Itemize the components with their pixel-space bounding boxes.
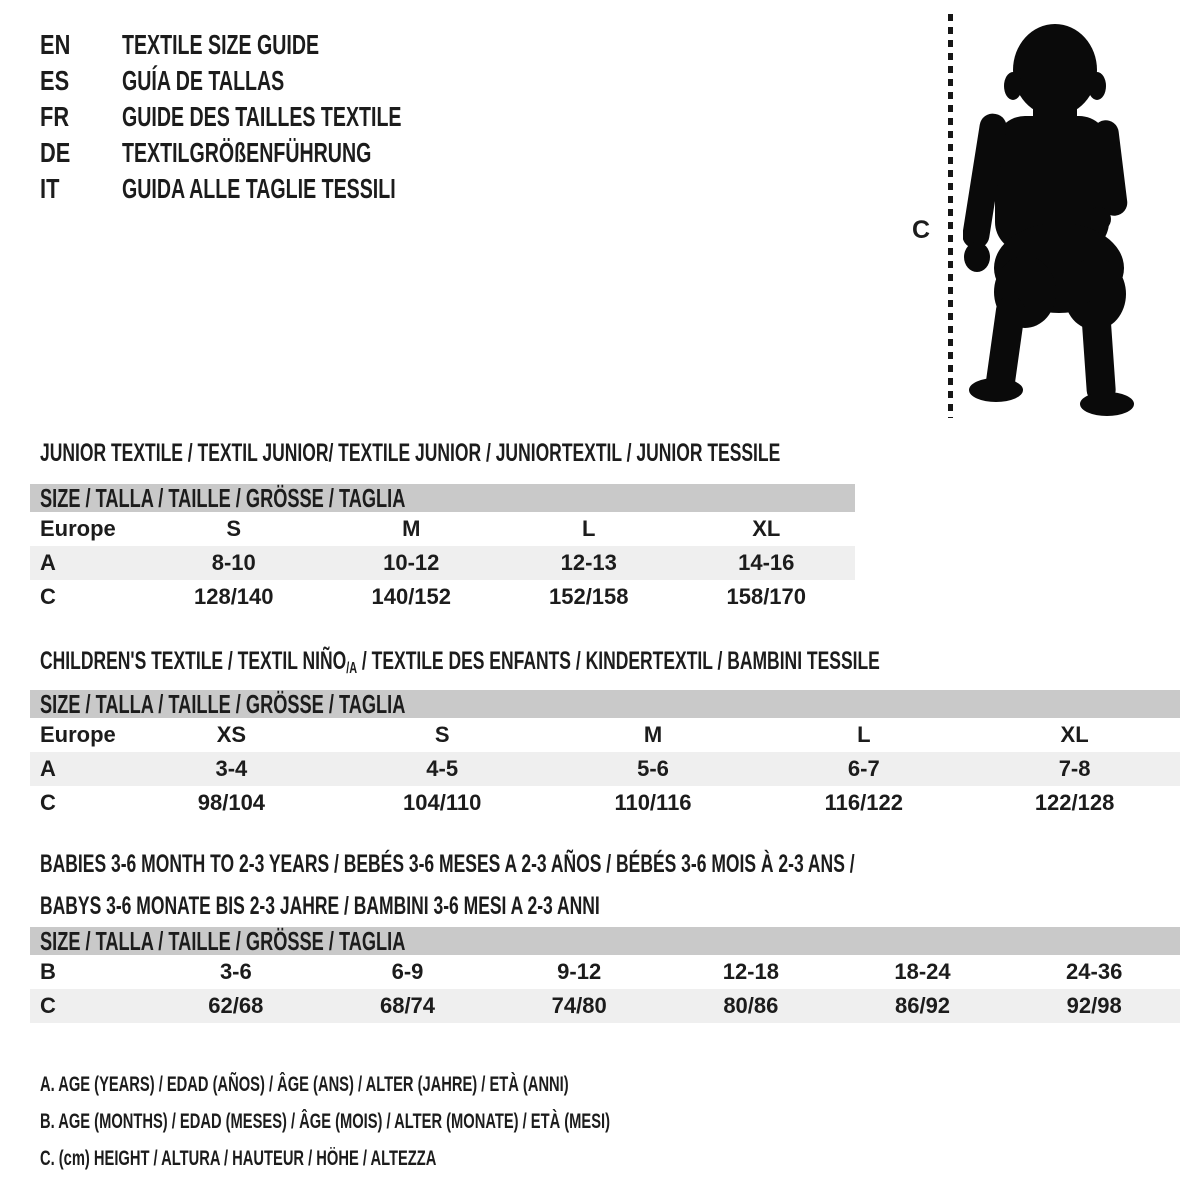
table-row <box>30 718 1180 752</box>
babies-size-table <box>30 927 1180 1023</box>
table-cell: 98/104 <box>197 790 266 815</box>
table-cell: 68/74 <box>379 993 436 1018</box>
table-cell: 4-5 <box>426 756 459 781</box>
table-cell: 6-9 <box>391 959 424 984</box>
table-cell: 9-12 <box>557 959 602 984</box>
children-size-table <box>30 690 1180 820</box>
row-label: A <box>40 756 56 781</box>
children-section-title: CHILDREN'S TEXTILE / TEXTIL NIÑO/A / TEXTILE DES ENFANTS / KINDERTEXTIL / BAMBINI TESSILE <box>40 647 880 678</box>
table-cell: 24-36 <box>1066 959 1123 984</box>
legend-age-years: A. AGE (YEARS) / EDAD (AÑOS) / ÂGE (ANS) / ALTER (JAHRE) / ETÀ (ANNI) <box>40 1073 569 1096</box>
table-cell: L <box>582 516 596 541</box>
table-cell: 8-10 <box>211 550 256 575</box>
table-row <box>30 955 1180 989</box>
table-row <box>30 752 1180 786</box>
language-code: FR <box>40 101 70 132</box>
table-cell: 110/116 <box>614 790 692 815</box>
guide-title: GUIDE DES TAILLES TEXTILE <box>122 101 402 132</box>
table-cell: M <box>643 722 663 747</box>
table-cell: 140/152 <box>371 584 452 609</box>
language-code: EN <box>40 29 71 60</box>
table-cell: 3-6 <box>219 959 252 984</box>
table-cell: M <box>402 516 421 541</box>
language-row <box>40 27 521 63</box>
row-label: C <box>40 790 56 815</box>
language-row <box>40 63 521 99</box>
legend-height-cm: C. (cm) HEIGHT / ALTURA / HAUTEUR / HÖHE / ALTEZZA <box>40 1147 437 1170</box>
table-cell: 3-4 <box>215 756 248 781</box>
table-cell: XL <box>752 516 781 541</box>
language-title-list <box>40 27 521 207</box>
babies-section-title: BABIES 3-6 MONTH TO 2-3 YEARS / BEBÉS 3-6 MESES A 2-3 AÑOS / BÉBÉS 3-6 MOIS À 2-3 ANS / BABYS 3-6 MONATE BIS 2-3 JAHRE / BAMBINI 3-6 MESI A 2-3 ANNI <box>40 850 855 920</box>
size-header-band <box>30 927 1180 955</box>
table-cell: 12-13 <box>560 550 617 575</box>
table-cell: 62/68 <box>208 993 264 1018</box>
table-row <box>30 786 1180 820</box>
guide-title: TEXTILE SIZE GUIDE <box>122 29 320 60</box>
table-cell: S <box>226 516 242 541</box>
table-cell: L <box>857 722 871 747</box>
table-cell: 14-16 <box>738 550 795 575</box>
language-row <box>40 171 521 207</box>
row-label: C <box>40 993 56 1018</box>
row-label: A <box>40 550 56 575</box>
height-measure-label: C <box>912 216 931 244</box>
row-label: B <box>40 959 56 984</box>
table-row <box>30 546 855 580</box>
measurement-legend <box>40 1066 854 1177</box>
table-cell: 6-7 <box>847 756 880 781</box>
table-row <box>30 580 855 614</box>
table-cell: 5-6 <box>637 756 669 781</box>
legend-age-months: B. AGE (MONTHS) / EDAD (MESES) / ÂGE (MOIS) / ALTER (MONATE) / ETÀ (MESI) <box>40 1110 611 1133</box>
height-dashed-line <box>948 14 953 418</box>
table-cell: 152/158 <box>548 584 629 609</box>
table-cell: 74/80 <box>551 993 607 1018</box>
size-header-label: SIZE / TALLA / TAILLE / GRÖSSE / TAGLIA <box>40 688 406 719</box>
table-row <box>30 989 1180 1023</box>
table-cell: S <box>434 722 450 747</box>
guide-title: TEXTILGRÖßENFÜHRUNG <box>122 137 372 168</box>
language-code: IT <box>40 173 60 204</box>
guide-title: GUIDA ALLE TAGLIE TESSILI <box>122 173 396 204</box>
row-label: Europe <box>40 516 116 541</box>
size-header-band <box>30 690 1180 718</box>
size-header-band <box>30 484 855 512</box>
table-cell: 92/98 <box>1066 993 1122 1018</box>
table-cell: 10-12 <box>383 550 440 575</box>
junior-section-title: JUNIOR TEXTILE / TEXTIL JUNIOR/ TEXTILE JUNIOR / JUNIORTEXTIL / JUNIOR TESSILE <box>40 439 781 467</box>
size-header-label: SIZE / TALLA / TAILLE / GRÖSSE / TAGLIA <box>40 925 406 956</box>
table-cell: 158/170 <box>726 584 807 609</box>
table-cell: 80/86 <box>723 993 779 1018</box>
table-cell: 122/128 <box>1034 790 1115 815</box>
size-header-label: SIZE / TALLA / TAILLE / GRÖSSE / TAGLIA <box>40 482 406 513</box>
toddler-silhouette-icon <box>963 18 1141 418</box>
table-cell: 18-24 <box>894 959 951 984</box>
junior-size-table <box>30 484 855 614</box>
guide-title: GUÍA DE TALLAS <box>122 65 285 96</box>
table-cell: 12-18 <box>722 959 779 984</box>
row-label: Europe <box>40 722 116 747</box>
table-cell: XS <box>216 722 247 747</box>
table-row <box>30 512 855 546</box>
language-code: ES <box>40 65 70 96</box>
table-cell: 104/110 <box>403 790 482 815</box>
language-row <box>40 99 521 135</box>
table-cell: 128/140 <box>193 584 274 609</box>
table-cell: 7-8 <box>1058 756 1091 781</box>
table-cell: 86/92 <box>894 993 951 1018</box>
language-row <box>40 135 521 171</box>
row-label: C <box>40 584 56 609</box>
table-cell: XL <box>1060 722 1089 747</box>
language-code: DE <box>40 137 71 168</box>
table-cell: 116/122 <box>824 790 903 815</box>
nino-a-subscript: /A <box>346 660 358 678</box>
